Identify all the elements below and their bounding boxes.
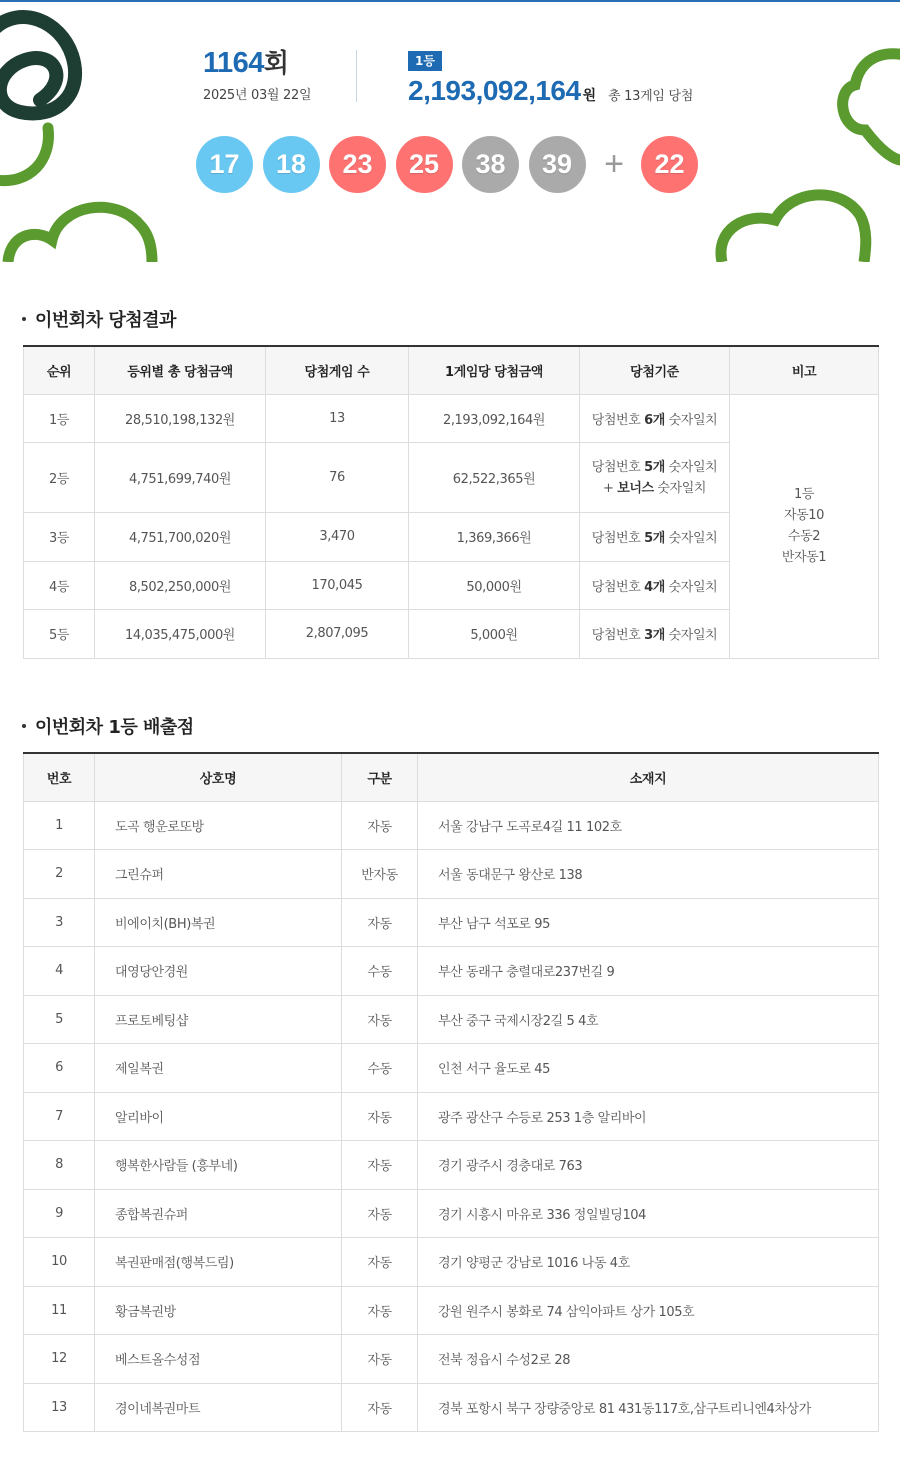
results-title-text: 이번회차 당첨결과 xyxy=(35,310,176,331)
table-row xyxy=(24,1383,879,1432)
table-row xyxy=(24,1286,879,1335)
table-row xyxy=(24,394,879,443)
winning-ball: 39 xyxy=(529,136,586,193)
criteria-bonus: 보너스 xyxy=(617,480,654,496)
store-type-cell: 수동 xyxy=(342,1044,418,1093)
store-type-cell: 자동 xyxy=(342,1238,418,1287)
criteria-cell xyxy=(580,394,730,443)
table-row xyxy=(24,1189,879,1238)
criteria-text: 당첨번호 xyxy=(591,579,645,595)
round-info xyxy=(203,46,343,103)
store-name-cell: 프로토베팅샵 xyxy=(95,995,342,1044)
col-header-note: 비고 xyxy=(730,346,879,394)
note-line: 자동10 xyxy=(783,508,825,523)
table-header-row xyxy=(24,753,879,801)
criteria-text: 숫자일치 xyxy=(664,412,718,428)
table-row xyxy=(24,947,879,996)
col-header-total: 등위별 총 당첨금액 xyxy=(95,346,266,394)
criteria-text: 숫자일치 xyxy=(664,531,718,547)
store-number-cell: 3 xyxy=(24,898,95,947)
store-number-cell: 4 xyxy=(24,947,95,996)
criteria-text: 당첨번호 xyxy=(591,628,645,644)
store-number-cell: 8 xyxy=(24,1141,95,1190)
store-type-cell: 자동 xyxy=(342,1189,418,1238)
store-number-cell: 7 xyxy=(24,1092,95,1141)
note-line: 반자동1 xyxy=(781,550,827,565)
criteria-line xyxy=(580,457,729,478)
winning-numbers xyxy=(196,135,708,193)
stores-title-text: 이번회차 1등 배출점 xyxy=(35,717,194,738)
col-header-type: 구분 xyxy=(342,753,418,801)
table-row xyxy=(24,1335,879,1384)
criteria-cell xyxy=(580,561,730,610)
per-game-cell: 2,193,092,164원 xyxy=(409,394,580,443)
table-row xyxy=(24,995,879,1044)
col-header-criteria: 당첨기준 xyxy=(580,346,730,394)
col-header-rank: 순위 xyxy=(24,346,95,394)
store-number-cell: 13 xyxy=(24,1383,95,1432)
store-type-cell: 반자동 xyxy=(342,850,418,899)
store-name-cell: 황금복권방 xyxy=(95,1286,342,1335)
first-prize-games: 총 13게임 당첨 xyxy=(608,89,693,104)
table-row xyxy=(24,850,879,899)
criteria-text: 당첨번호 xyxy=(591,459,645,475)
store-type-cell: 자동 xyxy=(342,801,418,850)
store-address-cell: 전북 정읍시 수성2로 28 xyxy=(418,1335,879,1384)
table-row xyxy=(24,1141,879,1190)
store-address-cell: 서울 강남구 도곡로4길 11 102호 xyxy=(418,801,879,850)
rank-cell: 3등 xyxy=(24,513,95,562)
first-prize-unit: 원 xyxy=(582,88,597,104)
table-row xyxy=(24,801,879,850)
store-number-cell: 9 xyxy=(24,1189,95,1238)
criteria-cell xyxy=(580,443,730,513)
draw-result-hero xyxy=(0,0,900,262)
col-header-address: 소재지 xyxy=(418,753,879,801)
store-number-cell: 2 xyxy=(24,850,95,899)
winning-ball: 38 xyxy=(462,136,519,193)
store-type-cell: 자동 xyxy=(342,995,418,1044)
stores-section-title xyxy=(22,713,194,739)
store-name-cell: 대영당안경원 xyxy=(95,947,342,996)
store-name-cell: 베스트올수성점 xyxy=(95,1335,342,1384)
store-name-cell: 알리바이 xyxy=(95,1092,342,1141)
criteria-cell xyxy=(580,513,730,562)
col-header-number: 번호 xyxy=(24,753,95,801)
header-divider xyxy=(356,50,357,102)
store-type-cell: 자동 xyxy=(342,1286,418,1335)
total-cell: 28,510,198,132원 xyxy=(95,394,266,443)
per-game-cell: 50,000원 xyxy=(409,561,580,610)
criteria-text: 당첨번호 xyxy=(591,531,645,547)
rank-cell: 2등 xyxy=(24,443,95,513)
store-address-cell: 광주 광산구 수등로 253 1층 알리바이 xyxy=(418,1092,879,1141)
table-row xyxy=(24,1238,879,1287)
col-header-per-game: 1게임당 당첨금액 xyxy=(409,346,580,394)
table-row xyxy=(24,898,879,947)
stores-table-body xyxy=(24,801,879,1432)
store-type-cell: 자동 xyxy=(342,1092,418,1141)
store-type-cell: 수동 xyxy=(342,947,418,996)
store-number-cell: 5 xyxy=(24,995,95,1044)
store-name-cell: 비에이치(BH)복권 xyxy=(95,898,342,947)
note-line: 수동2 xyxy=(787,529,821,544)
store-number-cell: 1 xyxy=(24,801,95,850)
total-cell: 14,035,475,000원 xyxy=(95,610,266,659)
winning-ball: 25 xyxy=(396,136,453,193)
first-prize-line xyxy=(408,75,738,107)
plus-icon: + xyxy=(604,144,624,183)
winning-ball: 23 xyxy=(329,136,386,193)
store-address-cell: 경북 포항시 북구 장량중앙로 81 431동117호,삼구트리니엔4차상가 xyxy=(418,1383,879,1432)
bullet-icon xyxy=(22,317,26,321)
criteria-count: 5개 xyxy=(644,459,665,475)
store-address-cell: 부산 중구 국제시장2길 5 4호 xyxy=(418,995,879,1044)
store-name-cell: 도곡 행운로또방 xyxy=(95,801,342,850)
first-prize-badge: 1등 xyxy=(408,51,442,71)
first-prize-amount: 2,193,092,164 xyxy=(408,75,581,106)
col-header-store-name: 상호명 xyxy=(95,753,342,801)
round-number xyxy=(203,46,343,80)
store-number-cell: 11 xyxy=(24,1286,95,1335)
table-header-row xyxy=(24,346,879,394)
store-name-cell: 경이네복권마트 xyxy=(95,1383,342,1432)
table-row xyxy=(24,1092,879,1141)
rank-cell: 5등 xyxy=(24,610,95,659)
store-address-cell: 경기 광주시 경충대로 763 xyxy=(418,1141,879,1190)
store-type-cell: 자동 xyxy=(342,898,418,947)
criteria-text: 숫자일치 xyxy=(653,480,707,496)
total-cell: 4,751,699,740원 xyxy=(95,443,266,513)
col-header-games: 당첨게임 수 xyxy=(266,346,409,394)
games-cell: 2,807,095 xyxy=(266,610,409,659)
store-type-cell: 자동 xyxy=(342,1141,418,1190)
store-address-cell: 부산 동래구 충렬대로237번길 9 xyxy=(418,947,879,996)
games-cell: 76 xyxy=(266,443,409,513)
store-address-cell: 서울 동대문구 왕산로 138 xyxy=(418,850,879,899)
prize-results-table xyxy=(23,345,879,659)
first-prize-info xyxy=(408,50,738,107)
results-section-title xyxy=(22,306,176,332)
decorative-cloud-illustration xyxy=(0,0,900,262)
store-name-cell: 종합복권슈퍼 xyxy=(95,1189,342,1238)
criteria-text: 숫자일치 xyxy=(664,628,718,644)
per-game-cell: 5,000원 xyxy=(409,610,580,659)
bullet-icon xyxy=(22,724,26,728)
total-cell: 4,751,700,020원 xyxy=(95,513,266,562)
store-address-cell: 경기 시흥시 마유로 336 정일빌딩104 xyxy=(418,1189,879,1238)
note-line: 1등 xyxy=(793,487,815,502)
games-cell: 3,470 xyxy=(266,513,409,562)
criteria-text: 당첨번호 xyxy=(591,412,645,428)
draw-date: 2025년 03월 22일 xyxy=(203,88,312,103)
criteria-text: 숫자일치 xyxy=(664,579,718,595)
store-address-cell: 인천 서구 율도로 45 xyxy=(418,1044,879,1093)
store-type-cell: 자동 xyxy=(342,1335,418,1384)
rank-cell: 4등 xyxy=(24,561,95,610)
table-row xyxy=(24,1044,879,1093)
store-type-cell: 자동 xyxy=(342,1383,418,1432)
store-address-cell: 강원 원주시 봉화로 74 삼익아파트 상가 105호 xyxy=(418,1286,879,1335)
criteria-line xyxy=(580,478,729,499)
per-game-cell: 1,369,366원 xyxy=(409,513,580,562)
criteria-text: + xyxy=(602,480,618,496)
round-suffix: 회 xyxy=(263,48,289,78)
store-number-cell: 12 xyxy=(24,1335,95,1384)
criteria-cell xyxy=(580,610,730,659)
winning-stores-table xyxy=(23,752,879,1432)
per-game-cell: 62,522,365원 xyxy=(409,443,580,513)
winning-ball: 17 xyxy=(196,136,253,193)
rank-cell: 1등 xyxy=(24,394,95,443)
total-cell: 8,502,250,000원 xyxy=(95,561,266,610)
criteria-count: 3개 xyxy=(644,628,665,644)
note-cell xyxy=(730,394,879,658)
store-number-cell: 6 xyxy=(24,1044,95,1093)
criteria-text: 숫자일치 xyxy=(664,459,718,475)
bonus-ball: 22 xyxy=(641,136,698,193)
criteria-count: 4개 xyxy=(644,579,665,595)
store-name-cell: 그린슈퍼 xyxy=(95,850,342,899)
winning-ball: 18 xyxy=(263,136,320,193)
round-number-value: 1164 xyxy=(203,47,264,79)
criteria-count: 5개 xyxy=(644,531,665,547)
criteria-count: 6개 xyxy=(644,412,665,428)
store-name-cell: 제일복권 xyxy=(95,1044,342,1093)
store-address-cell: 경기 양평군 강남로 1016 나동 4호 xyxy=(418,1238,879,1287)
store-name-cell: 행복한사람들 (흥부네) xyxy=(95,1141,342,1190)
store-number-cell: 10 xyxy=(24,1238,95,1287)
store-name-cell: 복권판매점(행복드림) xyxy=(95,1238,342,1287)
store-address-cell: 부산 남구 석포로 95 xyxy=(418,898,879,947)
games-cell: 13 xyxy=(266,394,409,443)
games-cell: 170,045 xyxy=(266,561,409,610)
